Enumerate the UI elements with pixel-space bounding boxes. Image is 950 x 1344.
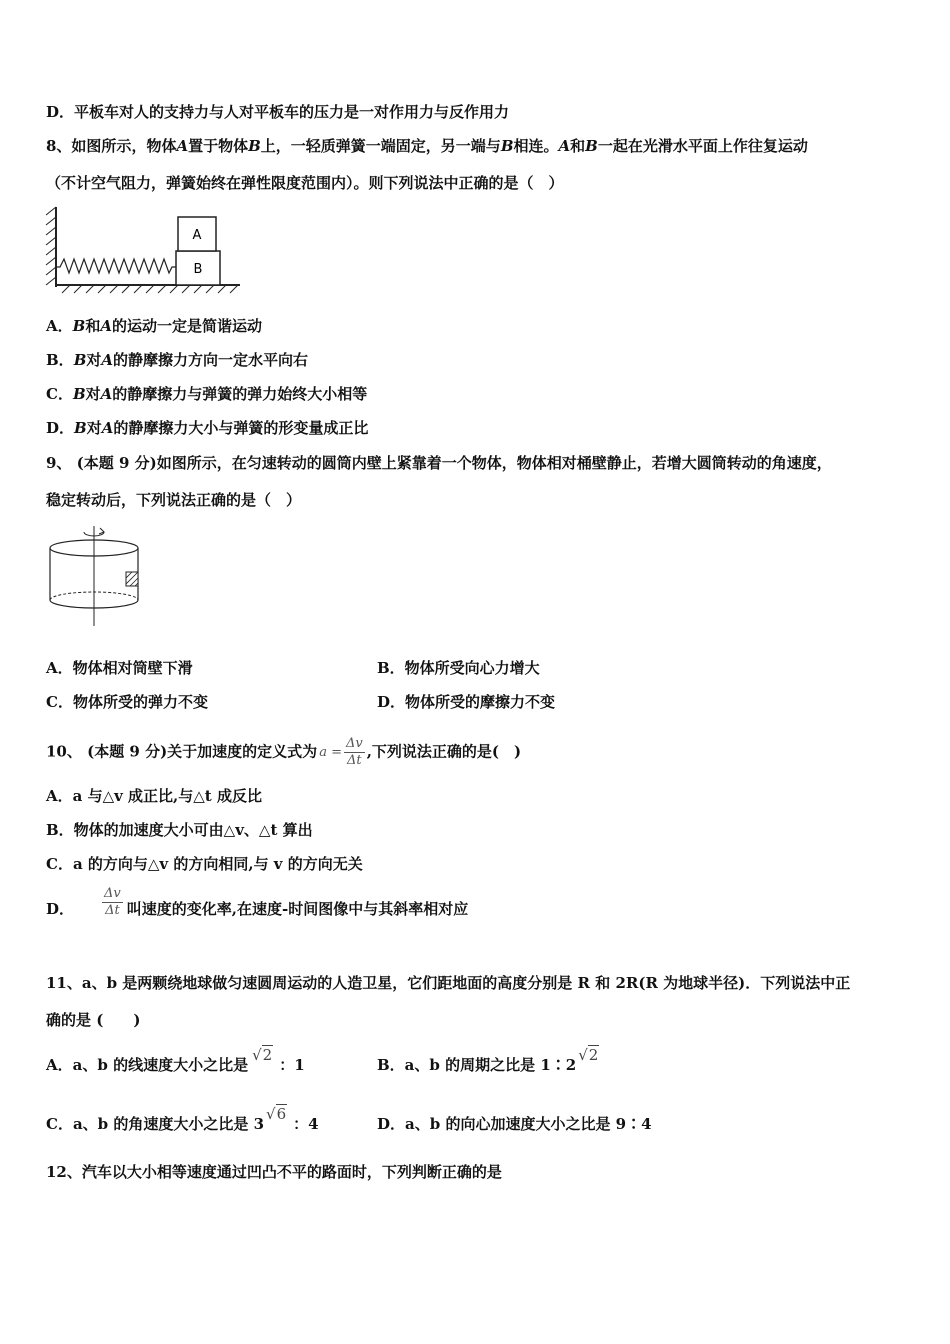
var-b: B — [74, 419, 87, 437]
option-letter: D． — [46, 900, 75, 918]
block-a-label: A — [192, 228, 202, 243]
sqrt-symbol: √6 — [266, 1105, 287, 1123]
q8-option-d — [46, 418, 368, 438]
q10-text: 叫速度的变化率,在速度-时间图像中与其斜率相对应 — [126, 900, 469, 918]
q10-option-a: A．a 与△v 成正比,与△t 成反比 — [46, 787, 262, 805]
radicand: 6 — [276, 1105, 287, 1123]
q8-text: 相连。 — [513, 137, 559, 155]
q8-text: 8、如图所示，物体 — [46, 137, 177, 155]
var-a: A — [101, 351, 114, 369]
frac-den: Δt — [105, 903, 120, 918]
var-b: B — [500, 137, 514, 155]
frac-den: Δt — [347, 753, 362, 768]
q8-text: 的静摩擦力大小与弹簧的形变量成正比 — [113, 419, 369, 437]
q11-option-c — [46, 1105, 319, 1134]
q10-option-c: C．a 的方向与△v 的方向相同,与 v 的方向无关 — [46, 855, 363, 873]
q8-text: 的静摩擦力方向一定水平向右 — [113, 351, 309, 369]
var-a: A — [558, 137, 571, 155]
q8-option-c — [46, 384, 367, 404]
q11-option-b — [377, 1046, 599, 1075]
var-b: B — [73, 351, 87, 369]
var-a: A — [100, 385, 113, 403]
spring — [56, 259, 176, 273]
q11-text: B．a、b 的周期之比是 1∶2 — [377, 1056, 577, 1074]
var-a: A — [101, 419, 114, 437]
q9-option-a: A．物体相对筒壁下滑 — [46, 659, 193, 677]
q8-stem-line2: （不计空气阻力，弹簧始终在弹性限度范围内）。则下列说法中正确的是（ ） — [46, 174, 564, 192]
q9-option-b: B．物体所受向心力增大 — [377, 659, 540, 677]
q11-option-a — [46, 1046, 305, 1075]
option-letter: C． — [46, 385, 73, 403]
radicand: 2 — [588, 1046, 599, 1064]
var-a: A — [100, 317, 112, 335]
q10-text: ,下列说法正确的是( ) — [366, 742, 522, 761]
q9-stem-line2: 稳定转动后，下列说法正确的是（ ） — [46, 491, 302, 509]
var-b: B — [585, 137, 598, 155]
q11-stem-line1: 11、a、b 是两颗绕地球做匀速圆周运动的人造卫星，它们距地面的高度分别是 R 和 2R(R 为地球半径)．下列说法中正 — [46, 974, 851, 992]
q10-stem — [46, 736, 521, 769]
q9-option-c: C．物体所受的弹力不变 — [46, 693, 208, 711]
block-b-label: B — [193, 262, 203, 277]
var-b: B — [72, 317, 86, 335]
q11-text: A．a、b 的线速度大小之比是 — [46, 1056, 249, 1074]
rate-fraction — [102, 886, 123, 919]
q11-option-d: D．a、b 的向心加速度大小之比是 9∶4 — [377, 1115, 652, 1133]
var-b: B — [72, 385, 86, 403]
option-letter: B． — [46, 351, 74, 369]
q8-option-b — [46, 350, 308, 370]
q7-option-d: D．平板车对人的支持力与人对平板车的压力是一对作用力与反作用力 — [46, 103, 510, 121]
q9-option-d: D．物体所受的摩擦力不变 — [377, 693, 556, 711]
q11-text: ：1 — [279, 1056, 305, 1074]
frac-num: Δv — [104, 886, 121, 901]
q8-text: 上，一轻质弹簧一端固定，另一端与 — [260, 137, 501, 155]
q11-text: ：4 — [293, 1115, 319, 1133]
q11-stem-line2: 确的是 ( ) — [46, 1011, 141, 1029]
q8-option-a — [46, 316, 262, 336]
q8-text: 和 — [570, 137, 586, 155]
sqrt-symbol: √2 — [578, 1046, 599, 1064]
q8-text: 和 — [85, 317, 101, 335]
q8-text: 的运动一定是简谐运动 — [111, 317, 262, 335]
q10-text: 10、 (本题 9 分)关于加速度的定义式为 — [46, 742, 318, 761]
option-letter: D． — [46, 419, 75, 437]
option-letter: A． — [46, 317, 73, 335]
q8-text: 的静摩擦力与弹簧的弹力始终大小相等 — [112, 385, 368, 403]
accel-formula — [319, 736, 365, 769]
radicand: 2 — [262, 1046, 273, 1064]
sqrt-symbol: √2 — [252, 1046, 273, 1064]
q10-option-d — [46, 886, 468, 919]
q10-option-b: B．物体的加速度大小可由△v、△t 算出 — [46, 821, 313, 839]
q8-text: 对 — [85, 385, 101, 403]
q8-text: 对 — [86, 419, 102, 437]
q12-stem: 12、汽车以大小相等速度通过凹凸不平的路面时，下列判断正确的是 — [46, 1163, 502, 1181]
q9-stem-line1: 9、 (本题 9 分)如图所示，在匀速转动的圆筒内壁上紧靠着一个物体，物体相对桶壁静止，若增大圆筒转动的角速度， — [46, 454, 832, 472]
q8-text: 一起在光滑水平面上作往复运动 — [597, 137, 808, 155]
frac-num: Δv — [345, 736, 363, 751]
q11-text: C．a、b 的角速度大小之比是 3 — [46, 1115, 265, 1133]
q8-stem-line1 — [46, 136, 808, 156]
rotating-cylinder-figure — [44, 520, 144, 630]
q8-text: 置于物体 — [188, 137, 249, 155]
q8-text: 对 — [86, 351, 102, 369]
spring-block-figure — [42, 205, 247, 297]
var-b: B — [248, 137, 261, 155]
formula-lhs: a = — [319, 744, 342, 760]
var-a: A — [176, 137, 189, 155]
